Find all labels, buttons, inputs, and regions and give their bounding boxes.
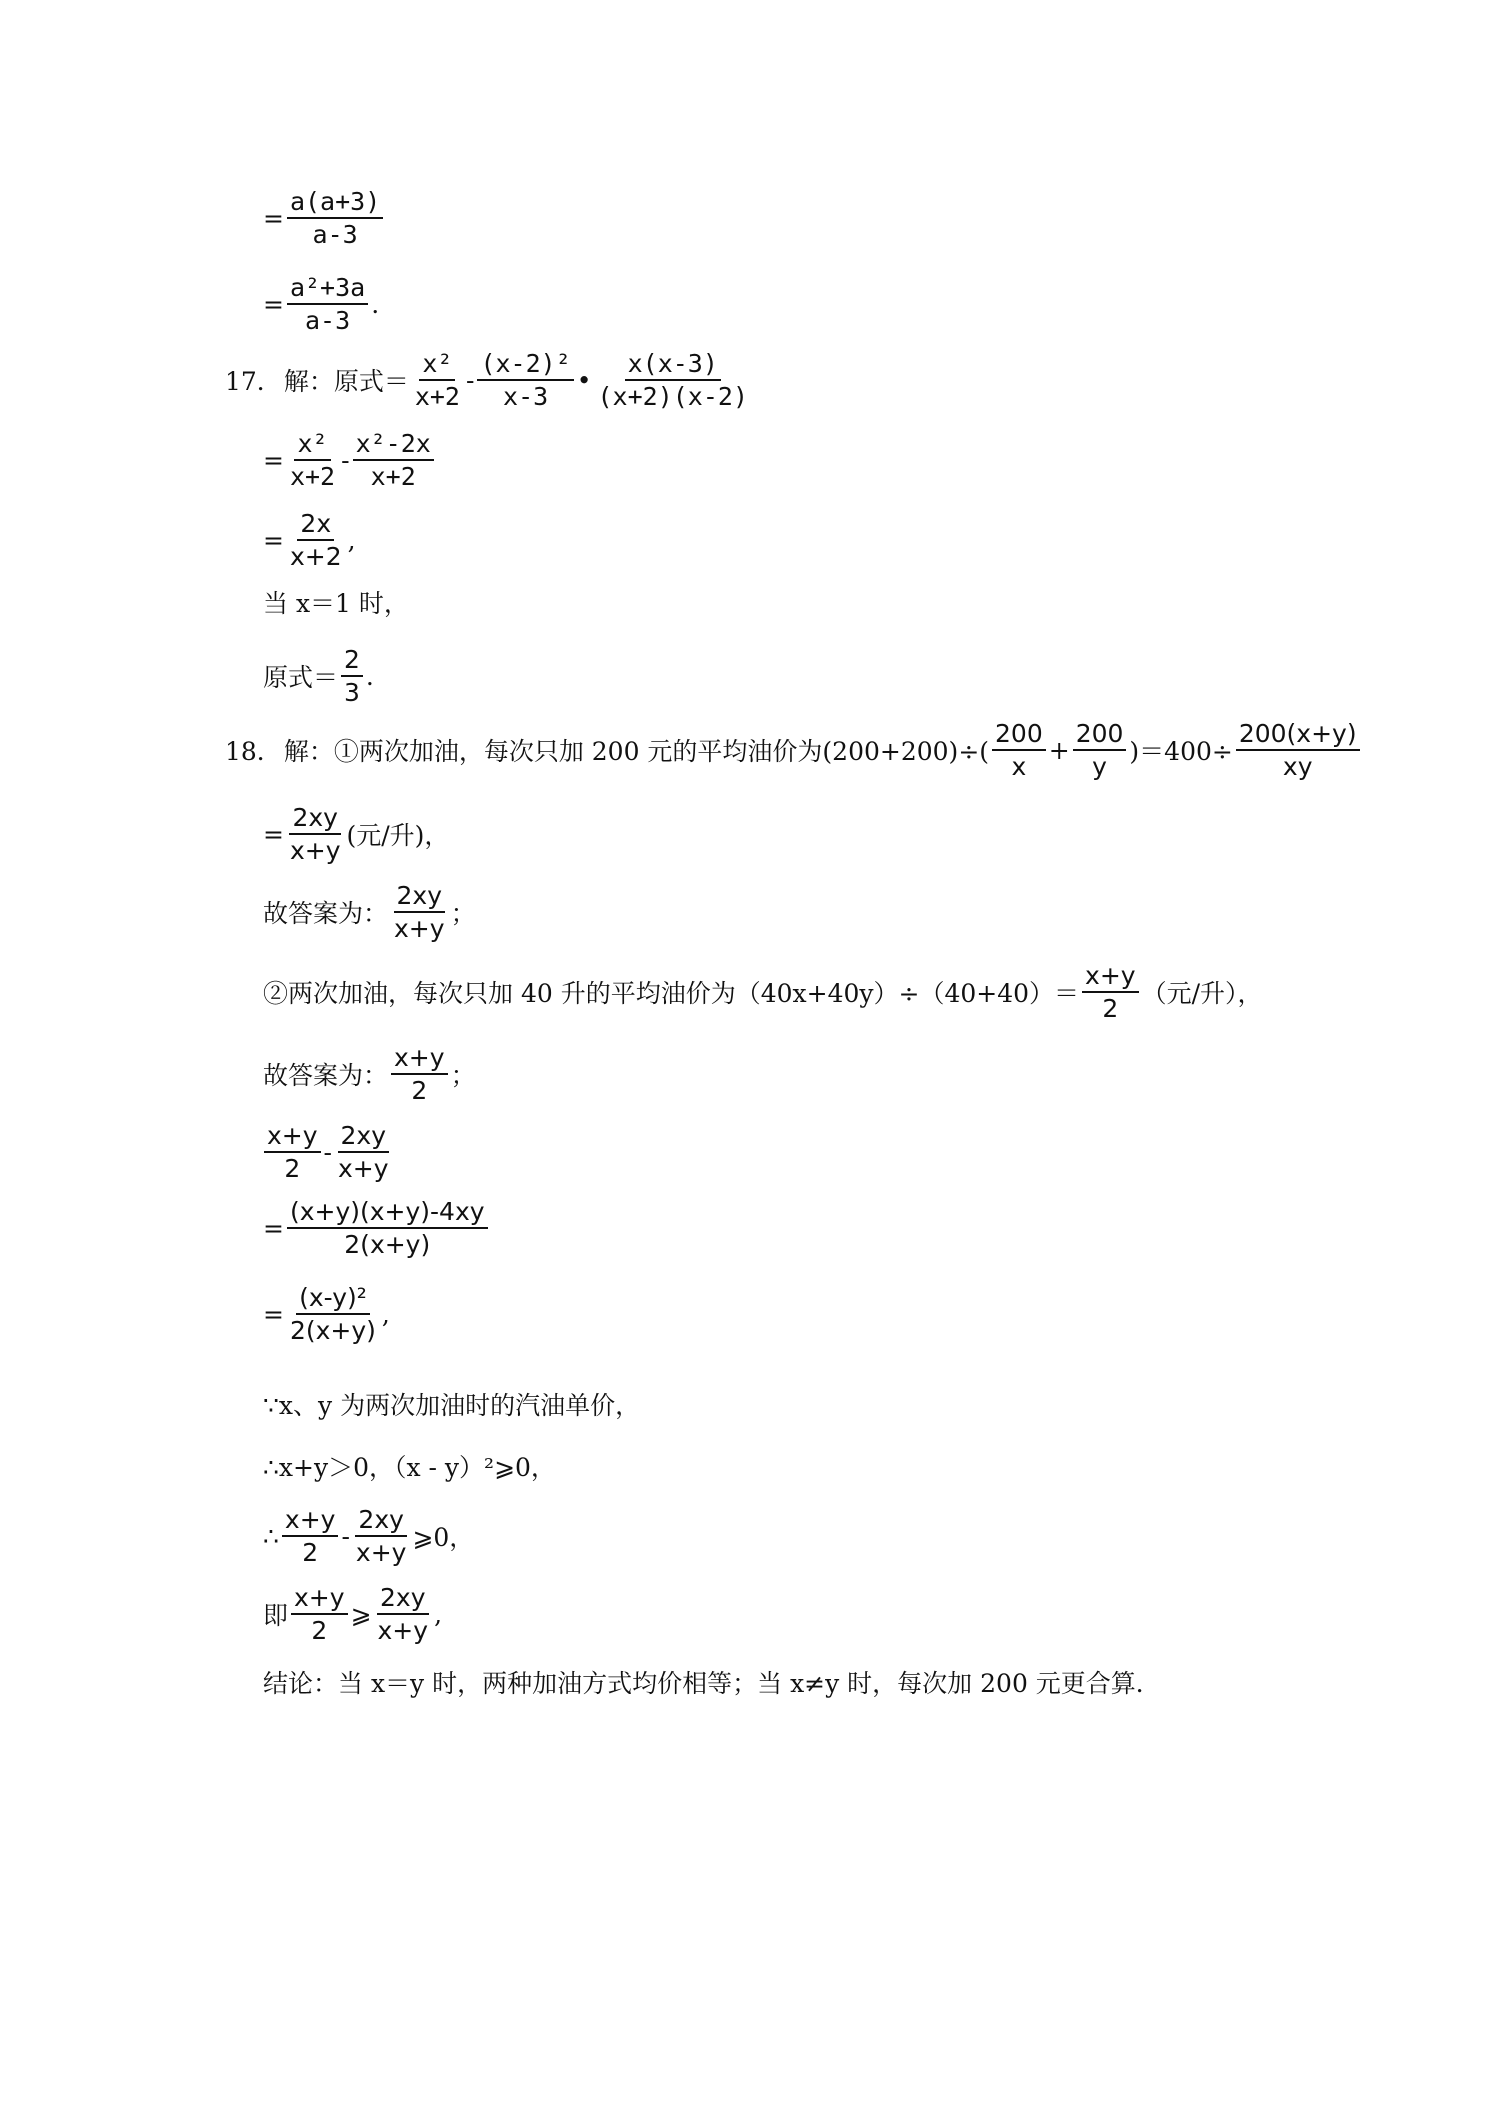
problem-18-line-3: 故答案为： $\frac{2xy}{x+y}$ ； — [263, 881, 476, 943]
fraction: $\frac{\text{x²}}{x+2}$ — [289, 429, 336, 491]
problem-number: 17． — [225, 367, 282, 396]
fraction: $\frac{\text{(x-y)²}}{2(x+y)}$ — [289, 1283, 376, 1345]
step-line-2: = $\frac{\text{a²+3a}}{a-3}$ . — [263, 273, 380, 335]
problem-number: 18． — [225, 737, 282, 766]
fraction: $\frac{x(x-3)}{(x+2)(x-2)}$ — [597, 349, 749, 411]
fraction: $\frac{2xy}{x+y}$ — [377, 1583, 429, 1645]
problem-17-line-4: 当 x＝1 时， — [263, 589, 409, 618]
fraction: $\frac{2xy}{x+y}$ — [394, 881, 445, 943]
fraction: $\frac{2}{3}$ — [341, 644, 363, 708]
problem-18-line-6: $\frac{x+y}{2}$ - $\frac{2xy}{x+y}$ — [262, 1120, 394, 1184]
fraction: $\frac{x+y}{2}$ — [264, 1120, 321, 1184]
problem-18-line-8: = $\frac{\text{(x-y)²}}{2(x+y)}$ , — [263, 1283, 390, 1345]
fraction: $\frac{200}{y}$ — [1073, 718, 1127, 782]
problem-18-line-7: = $\frac{(x+y)(x+y)-4xy}{2(x+y)}$ — [262, 1196, 490, 1260]
fraction: $\frac{\text{x²-2x}}{x+2}$ — [353, 428, 434, 492]
fraction: $\frac{a(a+3)}{a-3}$ — [287, 186, 383, 250]
equals-sign: = — [263, 203, 284, 233]
fraction: $\frac{2xy}{x+y}$ — [355, 1505, 407, 1567]
problem-18-line-12: 即 $\frac{x+y}{2}$ ⩾ $\frac{2xy}{x+y}$ , — [263, 1583, 443, 1645]
equals-sign: = — [263, 289, 284, 319]
problem-17-line-2: = $\frac{\text{x²}}{x+2}$ - $\frac{\text{x²-2x}}{x+2}$ — [262, 428, 436, 492]
problem-18-line-2: = $\frac{2xy}{x+y}$ (元/升)， — [263, 803, 450, 865]
problem-18-line-5: 故答案为： $\frac{x+y}{2}$ ； — [263, 1043, 476, 1105]
step-line-1 — [262, 186, 385, 250]
fraction: $\frac{200}{x}$ — [992, 718, 1046, 782]
fraction: $\frac{\text{(x-2)²}}{x-3}$ — [477, 348, 573, 412]
problem-17-line-5: 原式＝ $\frac{2}{3}$ . — [263, 645, 374, 707]
fraction: $\frac{\text{a²+3a}}{a-3}$ — [287, 272, 368, 336]
problem-17-line-3: = $\frac{2x}{x+2}$ , — [263, 509, 356, 571]
fraction: $\frac{200(x+y)}{xy}$ — [1236, 718, 1360, 782]
fraction: $\frac{2x}{x+2}$ — [289, 509, 342, 571]
problem-18-line-9: ∵x、y 为两次加油时的汽油单价， — [263, 1391, 641, 1420]
fraction: $\frac{x+y}{2}$ — [391, 1042, 448, 1106]
problem-18-line-11: ∴ $\frac{x+y}{2}$ - $\frac{2xy}{x+y}$ ⩾0， — [263, 1505, 475, 1567]
fraction: $\frac{(x+y)(x+y)-4xy}{2(x+y)}$ — [287, 1196, 488, 1260]
problem-17-line-1: 17． 解：原式＝ $\frac{\text{x²}}{x+2}$ - $\frac{\text{(x-2)²}}{x-3}$ • $\frac{x(x-3)}{(x+2)(x-2)}$ — [262, 348, 753, 412]
problem-18-line-1: 18． 解：①两次加油，每次只加 200 元的平均油价为(200+200)÷( $\frac{200}{x}$ + $\frac{200}{y}$ )＝400÷ $\frac{200(x+y)}{xy}$ — [262, 718, 1362, 782]
fraction: $\frac{\text{x²}}{x+2}$ — [414, 349, 460, 411]
fraction: $\frac{2xy}{x+y}$ — [338, 1121, 389, 1183]
problem-18-line-4: ②两次加油，每次只加 40 升的平均油价为（40x+40y）÷（40+40）＝ $\frac{x+y}{2}$ （元/升）， — [263, 961, 1263, 1023]
problem-18-conclusion: 结论：当 x＝y 时，两种加油方式均价相等；当 x≠y 时，每次加 200 元更合算． — [263, 1669, 1161, 1698]
fraction: $\frac{x+y}{2}$ — [282, 1504, 339, 1568]
fraction: $\frac{x+y}{2}$ — [1082, 960, 1139, 1024]
fraction: $\frac{x+y}{2}$ — [291, 1582, 348, 1646]
problem-18-line-10: ∴x+y＞0，（x - y）²⩾0， — [263, 1453, 556, 1482]
fraction: $\frac{2xy}{x+y}$ — [289, 803, 341, 865]
